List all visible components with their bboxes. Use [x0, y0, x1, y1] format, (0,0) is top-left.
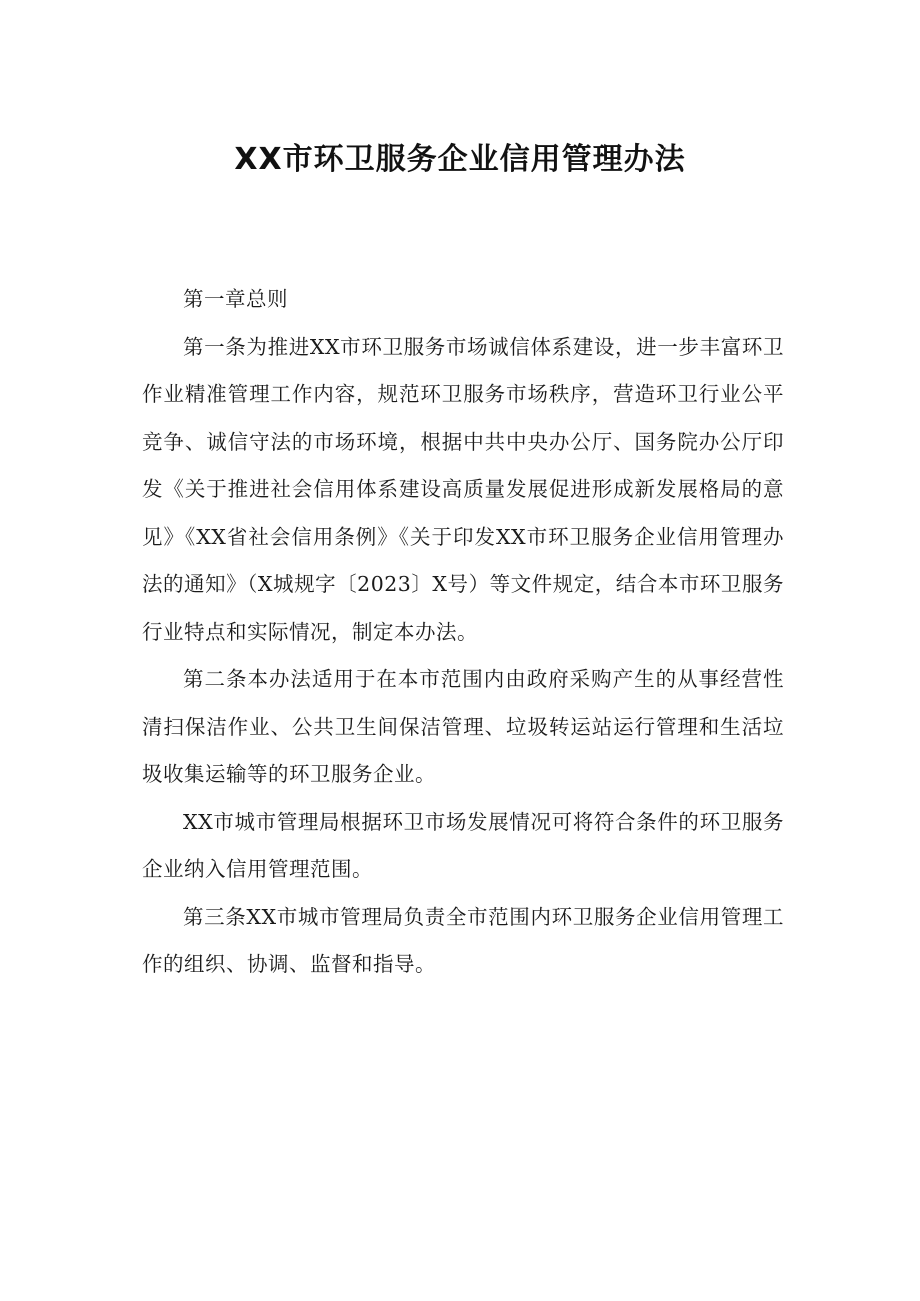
- article-1-paragraph: 第一条为推进XX市环卫服务市场诚信体系建设，进一步丰富环卫作业精准管理工作内容，规范环卫服务市场秩序，营造环卫行业公平竞争、诚信守法的市场环境，根据中共中央办公厅、国务院办公厅印发《关于推进社会信用体系建设高质量发展促进形成新发展格局的意见》《XX省社会信用条例》《关于印发XX市环卫服务企业信用管理办法的通知》（X城规字〔2023〕X号）等文件规定，结合本市环卫服务行业特点和实际情况，制定本办法。: [142, 334, 784, 644]
- document-body: [142, 276, 784, 989]
- document-title: XX市环卫服务企业信用管理办法: [234, 142, 686, 177]
- chapter-heading: 第一章总则: [183, 287, 288, 311]
- article-2-paragraph: 第二条本办法适用于在本市范围内由政府采购产生的从事经营性清扫保洁作业、公共卫生间保洁管理、垃圾转运站运行管理和生活垃圾收集运输等的环卫服务企业。: [142, 667, 784, 786]
- article-2-supplement-paragraph: XX市城市管理局根据环卫市场发展情况可将符合条件的环卫服务企业纳入信用管理范围。: [142, 809, 784, 881]
- article-3-paragraph: 第三条XX市城市管理局负责全市范围内环卫服务企业信用管理工作的组织、协调、监督和指导。: [142, 904, 784, 976]
